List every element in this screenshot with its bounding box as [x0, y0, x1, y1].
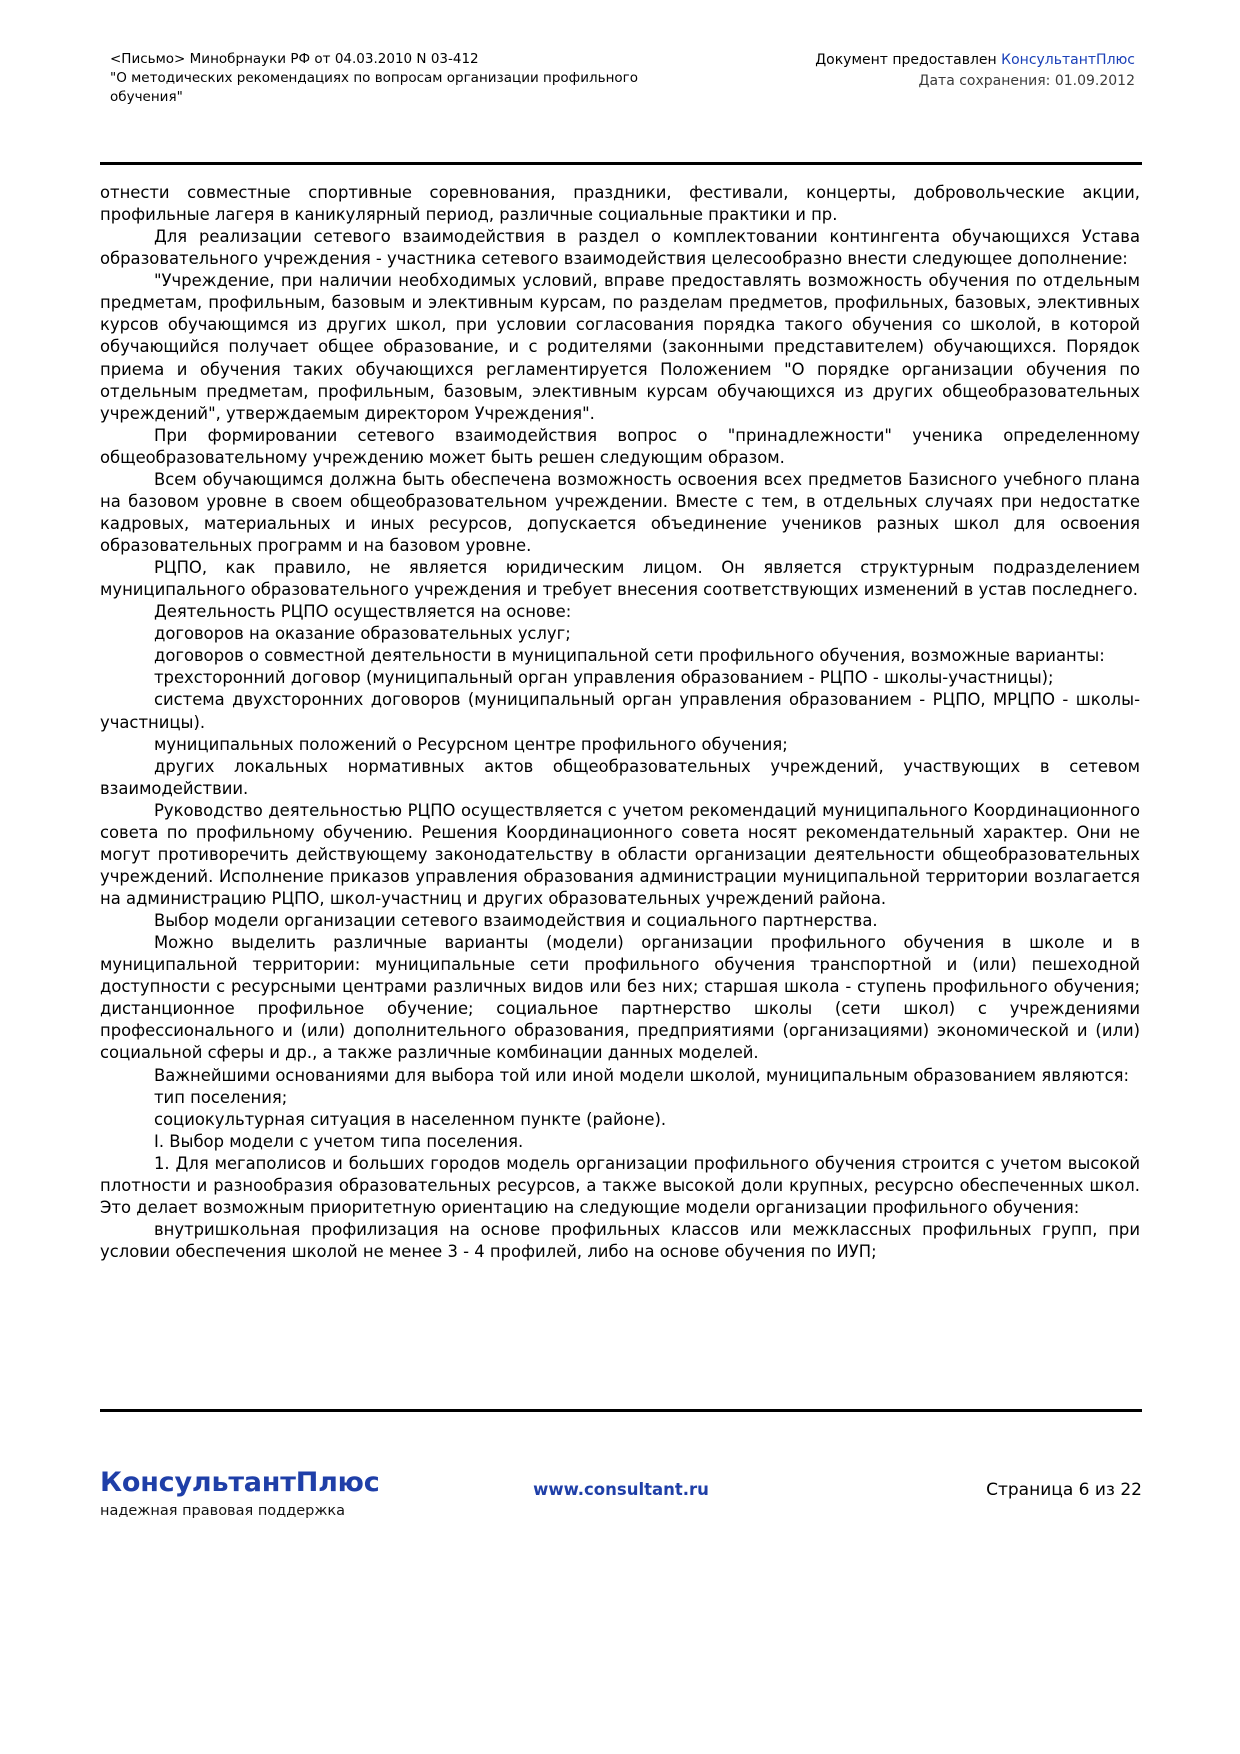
body-paragraph: социокультурная ситуация в населенном пункте (районе).: [154, 1109, 667, 1129]
document-reference-line-3: обучения": [110, 89, 183, 106]
body-paragraph: I. Выбор модели с учетом типа поселения.: [154, 1131, 524, 1151]
body-paragraph: муниципальных положений о Ресурсном центре профильного обучения;: [154, 734, 788, 754]
document-reference-line-1: <Письмо> Минобрнауки РФ от 04.03.2010 N 03-412: [110, 51, 479, 67]
provided-by-line: [815, 50, 1135, 71]
brand-tagline: надежная правовая поддержка: [100, 1502, 346, 1519]
footer-divider: [100, 1409, 1142, 1412]
document-reference: [110, 50, 638, 107]
body-paragraph: "Учреждение, при наличии необходимых условий, вправе предоставлять возможность обучения по отдельным предметам, профильным, базовым и элективным курсам, по разделам предметов, профильных, базовых, элективных курсов обучающимся из других школ, при условии согласования порядка такого обучения со школой, в которой обучающийся получает общее образование, и с родителями (законными представителем) обучающихся. Порядок приема и обучения таких обучающихся регламентируется Положением "О порядке организации обучения по отдельным предметам, профильным, базовым, элективным курсам обучающихся из других общеобразовательных учреждений", утверждаемым директором Учреждения".: [100, 271, 1140, 423]
body-paragraph: отнести совместные спортивные соревнования, праздники, фестивали, концерты, добровольческие акции, профильные лагеря в каникулярный период, различные социальные практики и пр.: [100, 183, 1140, 225]
document-reference-line-2: "О методических рекомендациях по вопросам организации профильного: [110, 70, 639, 87]
saved-date: Дата сохранения: 01.09.2012: [918, 73, 1135, 89]
body-paragraph: тип поселения;: [154, 1087, 288, 1107]
body-paragraph: трехсторонний договор (муниципальный орган управления образованием - РЦПО - школы-участницы);: [154, 668, 1054, 688]
body-paragraph: система двухсторонних договоров (муниципальный орган управления образованием - РЦПО, МРЦПО - школы-участницы).: [100, 690, 1140, 732]
provider-name: КонсультантПлюс: [1001, 52, 1135, 68]
brand-name: КонсультантПлюс: [100, 1467, 380, 1498]
body-paragraph: Руководство деятельностью РЦПО осуществляется с учетом рекомендаций муниципального Координационного совета по профильному обучению. Решения Координационного совета носят рекомендательный характер. Они не могут противоречить действующему законодательству в области организации деятельности общеобразовательных учреждений. Исполнение приказов управления образования администрации муниципальной территории возлагается на администрацию РЦПО, школ-участниц и других образовательных учреждений района.: [100, 800, 1140, 908]
body-paragraph: других локальных нормативных актов общеобразовательных учреждений, участвующих в сетевом взаимодействии.: [100, 756, 1140, 798]
page-footer: [100, 1468, 1142, 1548]
body-paragraph: Деятельность РЦПО осуществляется на основе:: [154, 602, 572, 622]
body-paragraph: договоров о совместной деятельности в муниципальной сети профильного обучения, возможные варианты:: [154, 646, 1105, 666]
body-paragraph: Всем обучающимся должна быть обеспечена возможность освоения всех предметов Базисного учебного плана на базовом уровне в своем общеобразовательном учреждении. Вместе с тем, в отдельных случаях при недостатке кадровых, материальных и иных ресурсов, допускается объединение учеников разных школ для освоения образовательных программ и на базовом уровне.: [100, 469, 1140, 555]
page-header: [110, 50, 1135, 107]
body-paragraph: договоров на оказание образовательных услуг;: [154, 624, 571, 644]
body-paragraph: РЦПО, как правило, не является юридическим лицом. Он является структурным подразделением муниципального образовательного учреждения и требует внесения соответствующих изменений в устав последнего.: [100, 558, 1140, 600]
page-number: Страница 6 из 22: [986, 1480, 1142, 1500]
provided-by-label: Документ предоставлен: [815, 52, 997, 68]
body-paragraph: внутришкольная профилизация на основе профильных классов или межклассных профильных групп, при условии обеспечения школой не менее 3 - 4 профилей, либо на основе обучения по ИУП;: [100, 1219, 1140, 1261]
body-paragraph: Важнейшими основаниями для выбора той или иной модели школой, муниципальным образованием являются:: [154, 1065, 1129, 1085]
provider-info: [815, 50, 1135, 92]
body-paragraph: Для реализации сетевого взаимодействия в раздел о комплектовании контингента обучающихся Устава образовательного учреждения - участника сетевого взаимодействия целесообразно внести следующее дополнение:: [100, 227, 1140, 269]
body-paragraph: При формировании сетевого взаимодействия вопрос о "принадлежности" ученика определенному общеобразовательному учреждению может быть решен следующим образом.: [100, 425, 1140, 467]
document-body: [100, 182, 1140, 1263]
site-url-link[interactable]: www.consultant.ru: [533, 1480, 709, 1499]
body-paragraph: Выбор модели организации сетевого взаимодействия и социального партнерства.: [154, 911, 878, 931]
header-divider: [100, 162, 1142, 165]
body-paragraph: 1. Для мегаполисов и больших городов модель организации профильного обучения строится с учетом высокой плотности и разнообразия образовательных ресурсов, а также высокой доли крупных, ресурсно обеспеченных школ. Это делает возможным приоритетную ориентацию на следующие модели организации профильного обучения:: [100, 1153, 1140, 1217]
body-paragraph: Можно выделить различные варианты (модели) организации профильного обучения в школе и в муниципальной территории: муниципальные сети профильного обучения транспортной и (или) пешеходной доступности с ресурсными центрами различных видов или без них; старшая школа - ступень профильного обучения; дистанционное профильное обучение; социальное партнерство школы (сети школ) с учреждениями профессионального и (или) дополнительного образования, предприятиями (организациями) экономической и (или) социальной сферы и др., а также различные комбинации данных моделей.: [100, 933, 1140, 1063]
consultant-logo: [100, 1468, 380, 1519]
